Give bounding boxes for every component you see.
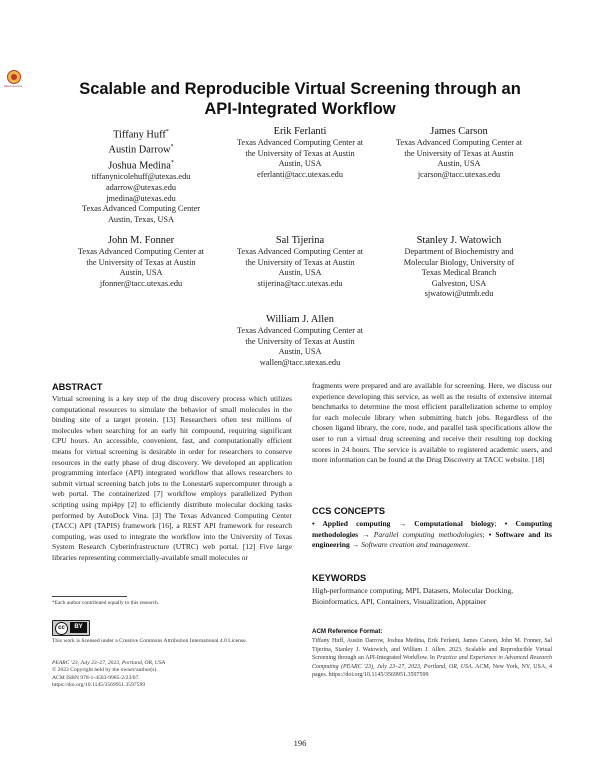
keywords-heading: KEYWORDS [312,573,367,583]
author-location: Austin, Texas, USA [107,214,175,224]
author-affiliation: Texas Advanced Computing Center at [236,326,364,335]
author-name: Austin Darrow* [108,144,174,156]
author-affiliation: Texas Advanced Computing Center at [395,138,523,147]
author-affiliation: Texas Advanced Computing Center [81,204,201,214]
abstract-continued: fragments were prepared and are available for screening. Here, we discuss our experience developing this service, as well as the results of extensive internal benchmarks to determine the most efficient parallelization scheme to employ for each molecule library when submitting batch jobs. Regardless of the chosen ligand library, the core, node, and parallel task specifications allow the user to run a virtual drug screening and receive their resulting top docking scores in 24 hours. The service is available to registered academic users, and more information can be found at the Drug Discovery at TACC website. [18] [312,381,552,465]
cc-by-license-icon [52,620,90,636]
doi-link[interactable]: https://doi.org/10.1145/3569951.3597599 [52,682,146,689]
author-email: jcarson@tacc.utexas.edu [417,169,501,179]
author-block-2 [219,126,381,180]
author-name: Stanley J. Watowich [416,235,502,246]
reference-heading: ACM Reference Format: [312,628,383,635]
author-location: Austin, USA [278,347,322,357]
author-block-7 [219,314,381,368]
author-email: adarrow@utexas.edu [105,183,177,192]
author-affiliation: the University of Texas at Austin [86,257,196,267]
author-name: Sal Tijerina [275,235,325,246]
open-access-badge-icon [2,70,24,96]
author-name: William J. Allen [266,314,334,325]
by-icon: BY [70,622,87,633]
author-name: Erik Ferlanti [273,126,327,137]
author-location: Austin, USA [437,159,481,169]
author-affiliation: Molecular Biology, University of [403,257,515,267]
title-line-2: API-Integrated Workflow [204,100,396,118]
author-name: Tiffany Huff* [113,129,169,141]
keywords-text: High-performance computing, MPI, Datasets, Molecular Docking, Bioinformatics, API, Containers, Visualization, Apptainer [312,586,513,606]
conference-line: PEARC '23, July 23–27, 2023, Portland, OR, USA [52,660,166,666]
author-block-1 [60,126,222,225]
license-text: This work is licensed under a Creative Commons Attribution International 4.0 License. [52,638,247,644]
publication-meta [52,660,292,690]
ccs-concepts: • Applied computing → Computational biology; • Computing methodologies → Parallel computing methodologies; • Software and its engineering → Software creation and management. [312,519,553,550]
author-block-3 [378,126,540,180]
author-email: eferlanti@tacc.utexas.edu [257,169,343,179]
author-location: Austin, USA [278,159,322,169]
cc-icon: cc [55,622,68,635]
isbn-line: ACM ISBN 978-1-4503-9985-2/23/07. [52,674,140,681]
author-location: Austin, USA [119,268,163,278]
author-affiliation: Texas Advanced Computing Center at [236,138,364,147]
abstract-heading: ABSTRACT [52,382,103,392]
ccs-heading: CCS CONCEPTS [312,506,385,516]
author-name: John M. Fonner [107,235,175,246]
author-email: wallen@tacc.utexas.edu [259,357,341,367]
author-affiliation: the University of Texas at Austin [245,148,355,158]
author-email: stijerina@tacc.utexas.edu [257,278,343,288]
abstract-text: Virtual screening is a key step of the drug discovery process which utilizes computational resources to simulate the behavior of small molecules in the binding site of a target protein. [13] Researchers often test millions of molecules when searching for an early hit compound, requiring significant CPU hours. An accessible, convenient, fast, and computationally efficient means for virtual screening is desirable in order for researchers to conserve resources in the early phase of drug discovery. We developed an application programming interface (API) integrated workflow that allows researchers to submit virtual screening batch jobs to the Lonestar6 supercomputer through a web portal. The containerized [7] workflow employs parallelized Python scripting using mpi4py [2] to efficiently distribute molecular docking tasks performed by AutoDock Vina. [3] The Texas Advanced Computing Center (TACC) API (TAPIS) framework [16], a REST API framework for research computing, was used to integrate the workflow into the University of Texas System Research Cyberinfrastructure (UTRC) web portal. [12] Five large libraries representing commercially-available small molecules or [52,394,292,562]
author-location: Austin, USA [278,268,322,278]
footnote: *Each author contributed equally to this research. [52,600,160,606]
author-block-5 [219,235,381,289]
title-line-1: Scalable and Reproducible Virtual Screening through an [79,80,521,98]
author-affiliation: Texas Advanced Computing Center at [77,247,205,256]
badge-label: Open Access [3,84,23,88]
page-number: 196 [293,738,307,748]
author-email: tiffanynicolehuff@utexas.edu [91,172,191,182]
author-affiliation: the University of Texas at Austin [245,336,355,346]
author-email: sjwatowi@utmb.edu [424,289,494,299]
author-affiliation: Texas Advanced Computing Center at [236,247,364,256]
author-email: jfonner@tacc.utexas.edu [99,278,183,288]
author-affiliation: the University of Texas at Austin [245,257,355,267]
author-name: Joshua Medina* [108,159,174,172]
author-affiliation: the University of Texas at Austin [404,148,514,158]
author-location: Galveston, USA [431,278,487,288]
author-block-4 [60,235,222,289]
reference-text: Tiffany Huff, Austin Darrow, Joshua Medina, Erik Ferlanti, James Carson, John M. Fonner, Sal Tijerina, Stanley J. Watowich, and William J. Allen. 2023. Scalable and Reproducible Virtual Screening through an API-Integrated Workflow. In Practice and Experience in Advanced Research Computing (PEARC '23), July 23–27, 2023, Portland, OR, USA. ACM, New York, NY, USA, 4 pages. https://doi.org/10.1145/3569951.3597599 [312,638,552,679]
author-name: James Carson [430,126,488,137]
author-affiliation: Department of Biochemistry and [404,247,514,256]
author-affiliation: Texas Medical Branch [421,268,497,278]
author-block-6 [378,235,540,300]
author-email: jmedina@utexas.edu [106,193,176,203]
copyright-line: © 2023 Copyright held by the owner/author(s). [52,667,158,674]
footnote-rule [52,596,127,597]
paper-title [40,79,560,119]
